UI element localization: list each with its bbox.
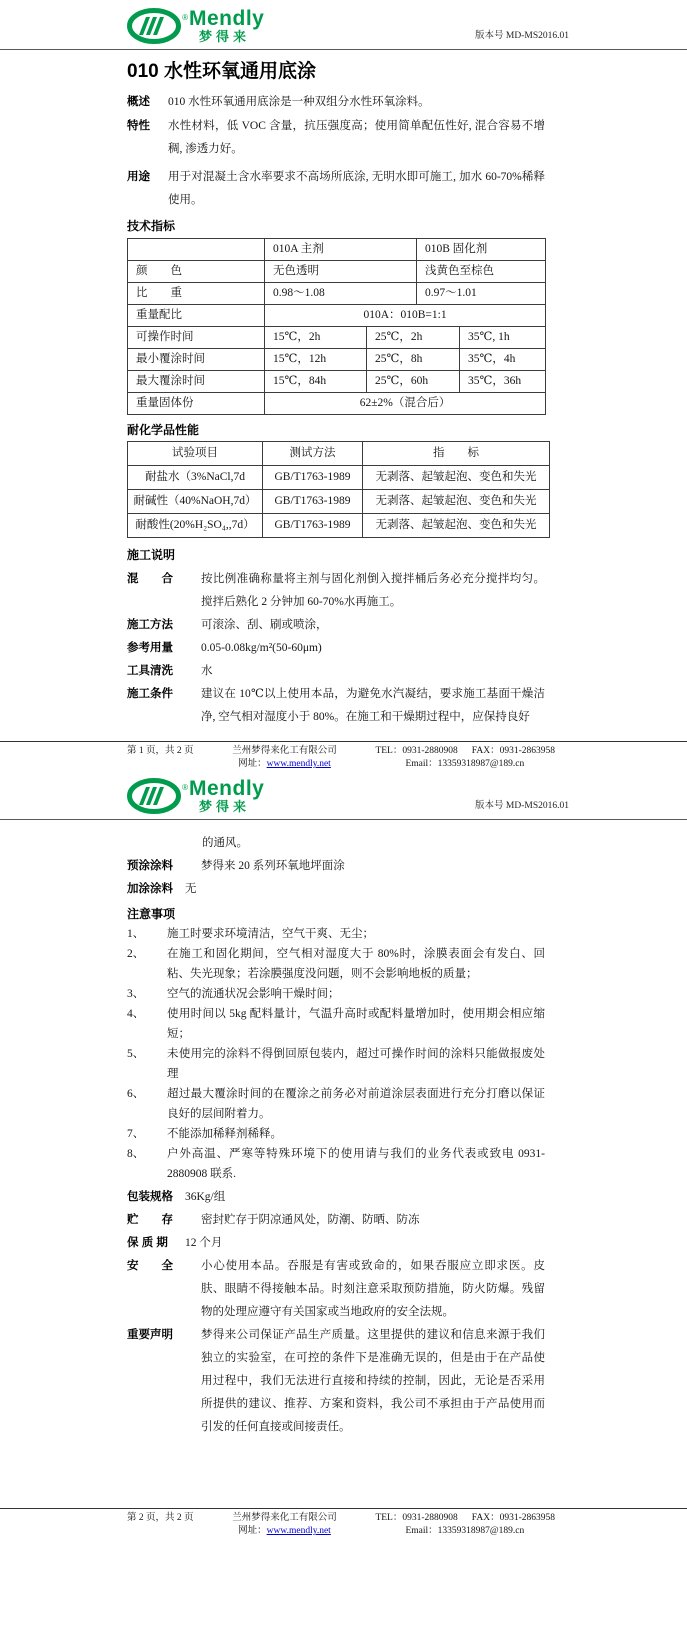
chem-resistance-table [127, 441, 550, 538]
tel: TEL：0931-2880908 [375, 746, 458, 756]
packing-row: 包装规格 36Kg/组 [127, 1191, 226, 1203]
company-name: 兰州梦得来化工有限公司 [232, 746, 337, 756]
contact-info [375, 1512, 569, 1538]
tel: TEL：0931-2880908 [375, 1513, 458, 1523]
page1-content [127, 60, 545, 729]
notes-heading: 注意事项 [127, 907, 176, 921]
tel-fax-line [375, 1512, 569, 1525]
safety-row: 安 全 小心使用本品。吞服是有害或致命的，如果吞服应立即求医。皮肤、眼睛不得接触本品。时刻注意采取预防措施，防火防爆。残留物的处理应遵守有关国家或当地政府的安全法规。 [127, 1260, 545, 1318]
table-row: 最大覆涂时间 15℃，84h 25℃，60h 35℃，36h [128, 371, 546, 393]
table-row [128, 239, 546, 261]
storage-row: 贮 存 密封贮存于阴凉通风处，防潮、防晒、防冻 [127, 1214, 420, 1226]
table-row: 重量固体份 62±2%（混合后） [128, 393, 546, 415]
section-label: 特性 [127, 120, 150, 132]
page-1 [0, 0, 687, 770]
chem-resistance-heading: 耐化学品性能 [127, 423, 200, 437]
table-row: 试验项目 测试方法 指 标 [128, 442, 550, 466]
brand-name-cn: 梦得来 [199, 29, 251, 44]
table-row: 比 重 0.98～1.08 0.97～1.01 [128, 283, 546, 305]
registered-mark: ® [182, 783, 188, 792]
list-item: 2、 在施工和固化期间，空气相对湿度大于 80%时，涂膜表面会有发白、回粘、失光现象；若涂膜强度没问题，则不会影响地板的质量； [127, 948, 545, 980]
list-item: 6、 超过最大覆涂时间的在覆涂之前务必对前道涂层表面进行充分打磨以保证良好的层间附着力。 [127, 1088, 545, 1120]
col-a-header: 010A 主剂 [265, 239, 417, 261]
email: Email：13359318987@189.cn [405, 759, 525, 769]
list-item: 4、 使用时间以 5kg 配料量计，气温升高时或配料量增加时，使用期会相应缩短； [127, 1008, 545, 1040]
table-row: 可操作时间 15℃，2h 25℃，2h 35℃, 1h [128, 327, 546, 349]
table-row: 耐盐水（3%NaCl,7d GB/T1763-1989 无剥落、起皱起泡、变色和失光 [128, 466, 550, 490]
page-2 [0, 770, 687, 1638]
construction-heading: 施工说明 [127, 548, 176, 562]
construction-coverage: 参考用量 0.05-0.08kg/m²(50-60μm) [127, 642, 322, 654]
page1-footer [0, 741, 687, 771]
section-usage [127, 166, 545, 212]
section-features [127, 115, 545, 161]
fax: FAX：0931-2863958 [471, 1513, 555, 1523]
construction-method: 施工方法 可滚涂、刮、刷或喷涂， [127, 619, 328, 631]
email: Email：13359318987@189.cn [405, 1526, 525, 1536]
company-info [232, 745, 337, 771]
brand-name: Mendly [189, 7, 265, 30]
mendly-logo [127, 8, 264, 44]
page2-content [127, 832, 545, 1439]
section-label: 概述 [127, 96, 150, 108]
website-line: 网址：www.mendly.net [238, 1526, 331, 1536]
topcoat-row: 加涂涂料 无 [127, 883, 197, 895]
notes-list [127, 924, 545, 1184]
table-row: 耐碱性（40%NaOH,7d） GB/T1763-1989 无剥落、起皱起泡、变色和失光 [128, 490, 550, 514]
company-info [232, 1512, 337, 1538]
continuation-text: 的通风。 [202, 837, 248, 849]
company-name: 兰州梦得来化工有限公司 [232, 1513, 337, 1523]
page-number: 第 2 页，共 2 页 [127, 1513, 194, 1523]
section-text: 水性材料，低 VOC 含量，抗压强度高；使用简单配伍性好, 混合容易不增稠, 渗透力好。 [168, 120, 545, 155]
brand-name-cn: 梦得来 [199, 799, 251, 814]
list-item: 7、 不能添加稀释剂稀释。 [127, 1128, 282, 1140]
mendly-logo-icon [127, 8, 188, 44]
table-row: 颜 色 无色透明 浅黄色至棕色 [128, 261, 546, 283]
tech-specs-heading: 技术指标 [127, 219, 176, 233]
precoat-row: 预涂涂料 梦得来 20 系列环氧地坪面涂 [127, 860, 345, 872]
page-title: 010 水性环氧通用底涂 [127, 61, 316, 82]
page-number: 第 1 页，共 2 页 [127, 746, 194, 756]
tech-specs-table [127, 238, 546, 415]
website-link[interactable]: www.mendly.net [266, 1526, 331, 1536]
construction-conditions: 施工条件 建议在 10℃以上使用本品，为避免水汽凝结，要求施工基面干燥洁净, 空气相对湿度小于 80%。在施工和干燥期过程中，应保持良好 [127, 688, 545, 723]
construction-mixing: 混 合 按比例准确称量将主剂与固化剂倒入搅拌桶后务必充分搅拌均匀。搅拌后熟化 2 分钟加 60-70%水再施工。 [127, 573, 545, 608]
table-row: 最小覆涂时间 15℃，12h 25℃，8h 35℃，4h [128, 349, 546, 371]
section-overview [127, 91, 545, 114]
fax: FAX：0931-2863958 [471, 746, 555, 756]
tel-fax-line [375, 745, 569, 758]
version-label: 版本号 MD-MS2016.01 [475, 801, 569, 811]
page2-header [0, 770, 687, 814]
contact-info [375, 745, 569, 771]
list-item: 1、 施工时要求环境清洁，空气干爽、无尘； [127, 928, 374, 940]
mendly-logo-icon [127, 778, 188, 814]
shelf-life-row: 保 质 期 12 个月 [127, 1237, 223, 1249]
section-text: 010 水性环氧通用底涂是一种双组分水性环氧涂料。 [168, 96, 430, 108]
mendly-logo [127, 778, 264, 814]
website-link[interactable]: www.mendly.net [266, 759, 331, 769]
construction-cleaning: 工具清洗 水 [127, 665, 213, 677]
page1-header [0, 0, 687, 44]
header-rule [0, 49, 687, 50]
page2-footer [0, 1508, 687, 1538]
statement-row: 重要声明 梦得来公司保证产品生产质量。这里提供的建议和信息来源于我们独立的实验室，在可控的条件下是准确无误的，但是由于在产品使用过程中，我们无法进行直接和持续的控制，因此，无论是否采用所提供的建议、推荐、方案和资料，我公司不承担由于产品使用而引发的任何直接或间接责任。 [127, 1329, 545, 1433]
website-line: 网址：www.mendly.net [238, 759, 331, 769]
registered-mark: ® [182, 13, 188, 22]
logo-wordmark [189, 8, 264, 43]
list-item: 5、 未使用完的涂料不得倒回原包装内，超过可操作时间的涂料只能做报废处理 [127, 1048, 545, 1080]
col-b-header: 010B 固化剂 [417, 239, 546, 261]
table-row: 耐酸性(20%H₂SO₄,,7d） GB/T1763-1989 无剥落、起皱起泡、变色和失光 [128, 514, 550, 538]
header-rule [0, 819, 687, 820]
list-item: 8、 户外高温、严寒等特殊环境下的使用请与我们的业务代表或致电 0931-2880908 联系. [127, 1148, 545, 1180]
table-row: 重量配比 010A：010B=1:1 [128, 305, 546, 327]
version-label: 版本号 MD-MS2016.01 [475, 31, 569, 41]
list-item: 3、 空气的流通状况会影响干燥时间； [127, 988, 340, 1000]
logo-wordmark [189, 778, 264, 813]
section-label: 用途 [127, 171, 150, 183]
brand-name: Mendly [189, 777, 265, 800]
section-text: 用于对混凝土含水率要求不高场所底涂, 无明水即可施工, 加水 60-70%稀释使用。 [168, 171, 545, 206]
